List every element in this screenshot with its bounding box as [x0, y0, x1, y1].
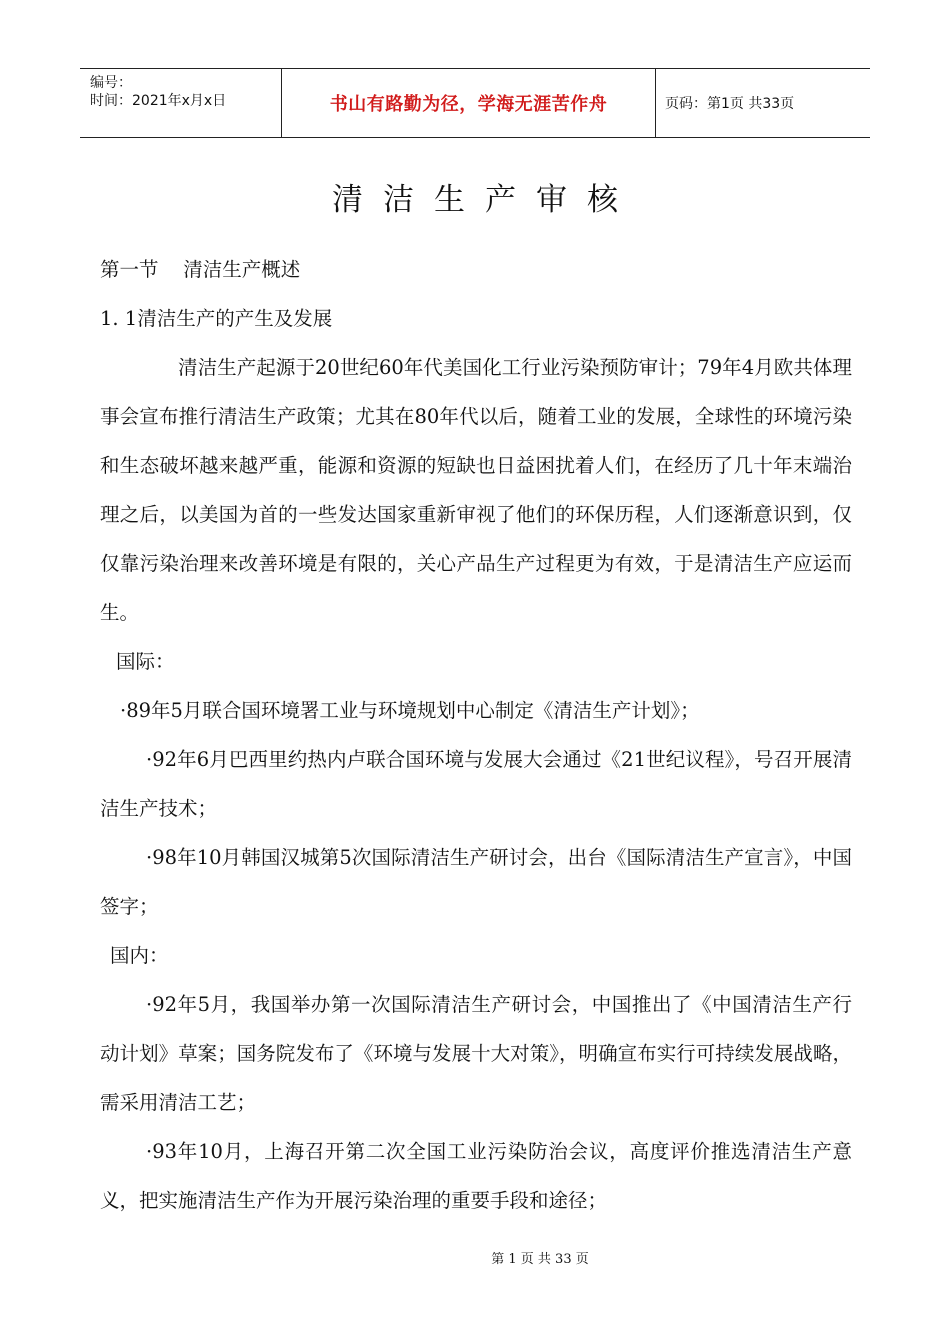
international-item: ·98年10月韩国汉城第5次国际清洁生产研讨会，出台《国际清洁生产宣言》，中国签字； — [100, 846, 852, 918]
intro-paragraph: 清洁生产起源于20世纪60年代美国化工行业污染预防审计；79年4月欧共体理事会宣布推行清洁生产政策；尤其在80年代以后，随着工业的发展，全球性的环境污染和生态破坏越来越严重，能源和资源的短缺也日益困扰着人们，在经历了几十年末端治理之后，以美国为首的一些发达国家重新审视了他们的环保历程，人们逐渐意识到，仅仅靠污染治理来改善环境是有限的，关心产品生产过程更为有效，于是清洁生产应运而生。 — [100, 356, 852, 624]
header-meta — [80, 69, 282, 137]
document-title: 清洁生产审核 — [332, 182, 638, 218]
international-label: 国际： — [116, 650, 175, 673]
domestic-item: ·93年10月，上海召开第二次全国工业污染防治会议，高度评价推选清洁生产意义，把实施清洁生产作为开展污染治理的重要手段和途径； — [100, 1140, 852, 1212]
domestic-item: ·92年5月，我国举办第一次国际清洁生产研讨会，中国推出了《中国清洁生产行动计划》草案；国务院发布了《环境与发展十大对策》，明确宣布实行可持续发展战略，需采用清洁工艺； — [100, 993, 852, 1114]
document-number-label: 编号： — [90, 75, 132, 91]
international-item: ·89年5月联合国环境署工业与环境规划中心制定《清洁生产计划》； — [120, 699, 700, 722]
header-page-info: 页码：第1页 共33页 — [665, 96, 795, 112]
document-header — [80, 68, 870, 138]
international-item: ·92年6月巴西里约热内卢联合国环境与发展大会通过《21世纪议程》，号召开展清洁生产技术； — [100, 748, 852, 820]
document-body — [100, 245, 852, 1225]
domestic-label: 国内： — [110, 944, 169, 967]
section-heading: 第一节 清洁生产概述 — [100, 258, 301, 281]
subsection-heading: 1. 1清洁生产的产生及发展 — [100, 307, 333, 330]
document-time-label: 时间：2021年x月x日 — [90, 93, 227, 109]
page-footer: 第 1 页 共 33 页 — [491, 1252, 589, 1267]
header-slogan: 书山有路勤为径，学海无涯苦作舟 — [282, 69, 656, 137]
